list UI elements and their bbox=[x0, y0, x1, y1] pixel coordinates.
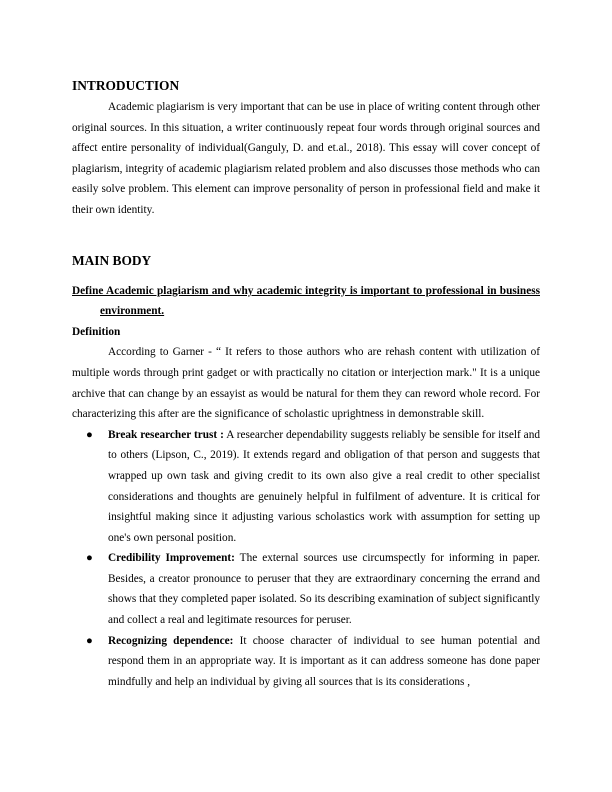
main-body-heading: MAIN BODY bbox=[72, 252, 152, 268]
bullet-title: Credibility Improvement: bbox=[108, 552, 235, 565]
bullet-title: Recognizing dependence: bbox=[108, 634, 234, 647]
list-item bbox=[72, 631, 540, 693]
list-item bbox=[72, 425, 540, 549]
bullet-icon: ● bbox=[86, 552, 93, 565]
section-subheading: Define Academic plagiarism and why academic integrity is important to professional in business environment. bbox=[72, 284, 540, 318]
definition-label: Definition bbox=[72, 325, 121, 338]
bullet-text: It choose character of individual to see human potential and respond them in an appropriate way. It is important as it can address someone has done paper mindfully and help an individual by giving all sources that is its considerations , bbox=[108, 634, 541, 688]
definition-paragraph: According to Garner - “ It refers to those authors who are rehash content with utilization of multiple words through print gadget or with practically no citation or interjection mark." It is a unique archive that can change by an essayist as would be natural for them they can reword whole record. For characterizing this after are the significance of scholastic uprightness in demonstrable skill. bbox=[72, 346, 540, 421]
document-page bbox=[72, 76, 540, 692]
introduction-heading: INTRODUCTION bbox=[72, 78, 180, 93]
list-item bbox=[72, 548, 540, 630]
bullet-text: The external sources use circumspectly for informing in paper. Besides, a creator pronounce to peruser that they are extraordinary concerning the errand and shows that they completed paper isolated. So its describing examination of subject significantly and collect a real and legitimate resources for peruser. bbox=[108, 552, 541, 627]
bullet-icon: ● bbox=[86, 428, 93, 441]
bullet-icon: ● bbox=[86, 634, 93, 647]
bullet-title: Break researcher trust : bbox=[108, 428, 224, 441]
introduction-paragraph: Academic plagiarism is very important that can be use in place of writing content through other original sources. In this situation, a writer continuously repeat four words through original sources and affect entire personality of individual(Ganguly, D. and et.al., 2018). This essay will cover concept of plagiarism, integrity of academic plagiarism related problem and also discusses those methods who can easily solve problem. This element can improve personality of person in professional field and make it their own identity. bbox=[72, 101, 540, 216]
bullet-text: A researcher dependability suggests reliably be sensible for itself and to others (Lipson, C., 2019). It extends regard and obligation of that person and suggests that wrapped up own task and giving credit to its own also give a real credit to other specialist considerations and thoughts are genuinely helpful in fulfilment of adventure. It is critical for insightful making since it adjusting various scholastics work with assumption for setting up one's own personal position. bbox=[108, 428, 540, 544]
bullet-list bbox=[72, 425, 540, 693]
